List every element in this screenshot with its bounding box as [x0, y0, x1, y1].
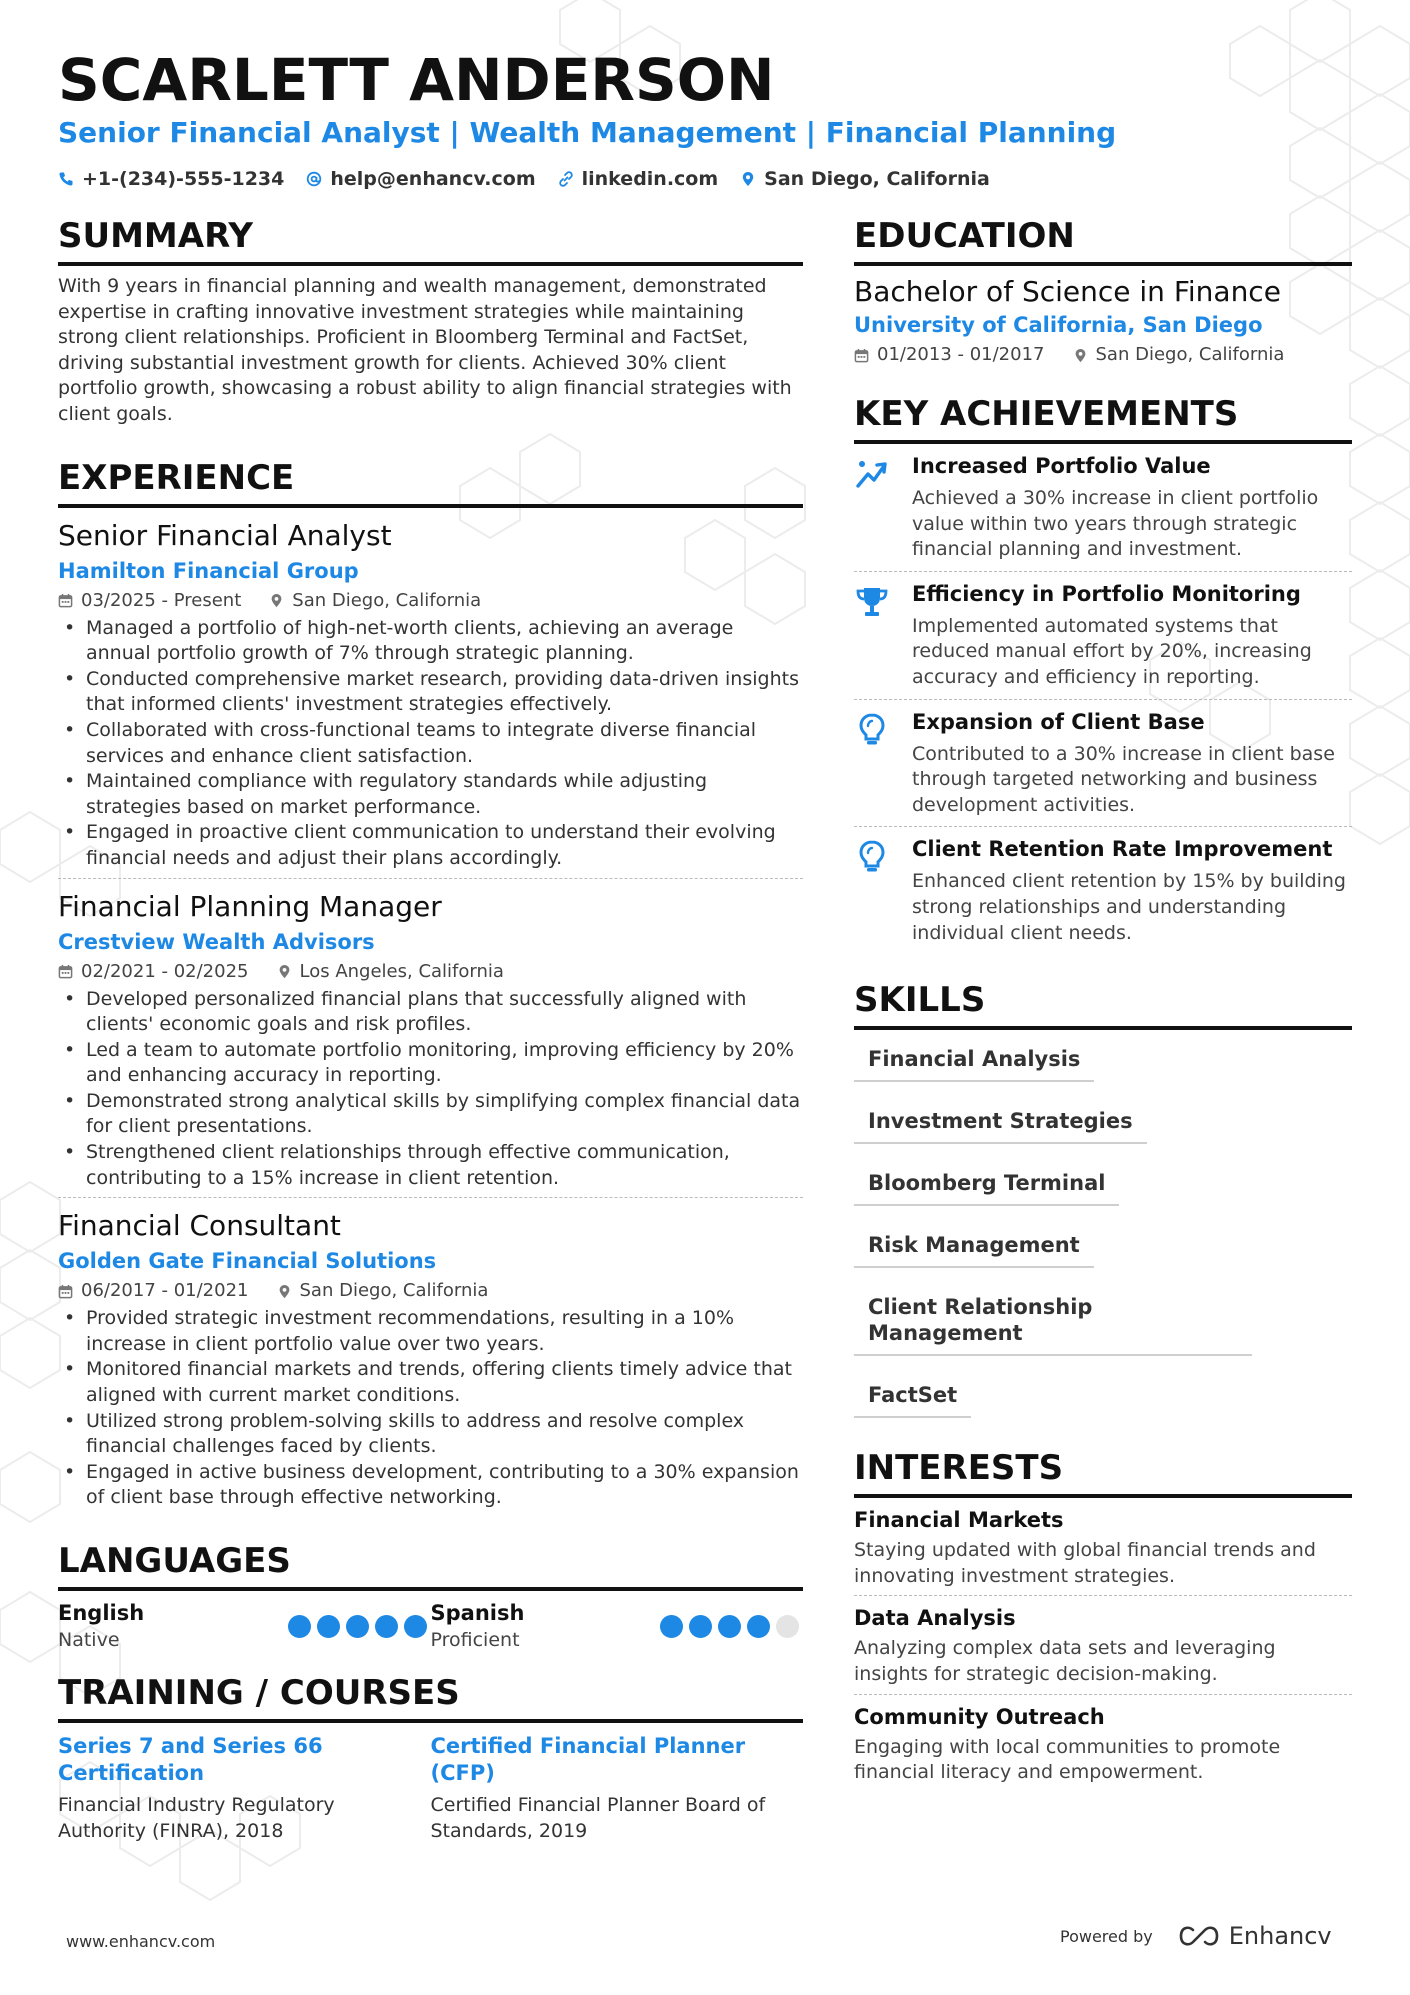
course-title: Series 7 and Series 66 Certification [58, 1734, 323, 1785]
bullet-item: • Managed a portfolio of high-net-worth clients, achieving an average annual portfolio growth of 7% through strategic planning. [58, 616, 803, 667]
interest-title: Financial Markets [854, 1508, 1064, 1533]
achievement-title: Expansion of Client Base [912, 709, 1205, 734]
rating-dot-filled [317, 1615, 340, 1638]
achievement-title: Efficiency in Portfolio Monitoring [912, 581, 1301, 606]
job-meta [58, 1278, 803, 1304]
bullet-item: • Strengthened client relationships through effective communication, contributing to a 15% increase in client retention. [58, 1140, 803, 1191]
job-dates [58, 588, 241, 614]
achievement-item [854, 444, 1352, 571]
rating-dot-empty [776, 1615, 799, 1638]
location-pin-icon [277, 964, 292, 979]
training-section [58, 1671, 803, 1844]
bullet-item: • Utilized strong problem-solving skills to address and resolve complex financial challenges faced by clients. [58, 1409, 803, 1460]
footer-website[interactable]: www.enhancv.com [66, 1932, 216, 1951]
candidate-name: SCARLETT ANDERSON [58, 46, 775, 114]
skill-tag: Bloomberg Terminal [854, 1166, 1119, 1206]
achievements-section [854, 392, 1352, 954]
skill-tag: Risk Management [854, 1228, 1094, 1268]
contact-email[interactable] [306, 168, 535, 190]
location-pin-icon [277, 1284, 292, 1299]
bullet-item: • Developed personalized financial plans that successfully aligned with clients' economic goals and risk profiles. [58, 987, 803, 1038]
footer-branding [1060, 1922, 1332, 1950]
languages-heading: LANGUAGES [58, 1539, 803, 1591]
experience-entry [58, 518, 803, 879]
location-pin-icon [740, 171, 756, 187]
skill-tag: Financial Analysis [854, 1042, 1094, 1082]
achievement-title: Client Retention Rate Improvement [912, 837, 1333, 862]
rating-dot-filled [375, 1615, 398, 1638]
rating-dot-filled [660, 1615, 683, 1638]
job-location-text: San Diego, California [292, 589, 482, 611]
calendar-icon [58, 964, 73, 979]
education-heading: EDUCATION [854, 214, 1352, 266]
company-name: Golden Gate Financial Solutions [58, 1249, 437, 1274]
language-rating [660, 1615, 799, 1638]
interest-title: Data Analysis [854, 1606, 1016, 1631]
bullet-item: • Collaborated with cross-functional teams to integrate diverse financial services and enhance client satisfaction. [58, 718, 803, 769]
location-pin-icon [269, 593, 284, 608]
email-text: help@enhancv.com [330, 168, 536, 190]
powered-by-text: Powered by [1060, 1926, 1153, 1946]
course-description: Certified Financial Planner Board of Standards, 2019 [430, 1794, 766, 1842]
language-name: English [58, 1601, 145, 1625]
achievements-heading: KEY ACHIEVEMENTS [854, 392, 1352, 444]
job-bullets [58, 1306, 803, 1511]
rating-dot-filled [346, 1615, 369, 1638]
language-level: Proficient [430, 1629, 520, 1651]
lightbulb-icon [854, 712, 890, 748]
job-location-text: San Diego, California [299, 1280, 489, 1302]
course-item [58, 1733, 431, 1844]
job-title: Financial Consultant [58, 1209, 341, 1243]
job-location [269, 588, 481, 614]
experience-entry [58, 1208, 803, 1511]
interests-section [854, 1446, 1352, 1786]
education-meta [854, 342, 1352, 368]
calendar-icon [58, 1284, 73, 1299]
interests-heading: INTERESTS [854, 1446, 1352, 1498]
course-description: Financial Industry Regulatory Authority (FINRA), 2018 [58, 1794, 335, 1842]
skill-tag: FactSet [854, 1378, 971, 1418]
training-heading: TRAINING / COURSES [58, 1671, 803, 1723]
job-bullets [58, 616, 803, 872]
degree: Bachelor of Science in Finance [854, 275, 1281, 308]
interest-description: Analyzing complex data sets and leveraging insights for strategic decision-making. [854, 1637, 1276, 1685]
at-sign-icon [306, 171, 322, 187]
lightbulb-icon [854, 839, 890, 875]
achievement-item [854, 827, 1352, 954]
language-rating [288, 1615, 427, 1638]
rating-dot-filled [689, 1615, 712, 1638]
job-dates [58, 959, 249, 985]
link-icon [558, 171, 574, 187]
languages-section [58, 1539, 803, 1653]
achievement-description: Enhanced client retention by 15% by building strong relationships and understanding individual client needs. [912, 870, 1346, 944]
experience-entry [58, 889, 803, 1199]
job-location-text: Los Angeles, California [299, 960, 504, 982]
bullet-item: • Engaged in proactive client communication to understand their evolving financial needs and adjust their plans accordingly. [58, 820, 803, 871]
divider [854, 1595, 1352, 1596]
divider [854, 1694, 1352, 1695]
trophy-icon [854, 584, 890, 620]
bullet-item: • Engaged in active business development, contributing to a 30% expansion of client base through effective networking. [58, 1460, 803, 1511]
summary-text: With 9 years in financial planning and wealth management, demonstrated expertise in crafting innovative investment strategies while maintaining strong client relationships. Proficient in Bloomberg Terminal and FactSet, driving substantial investment growth for clients. Achieved 30% client portfolio growth, showcasing a robust ability to align financial strategies with client goals. [58, 275, 792, 425]
achievement-item [854, 700, 1352, 827]
job-dates [58, 1278, 249, 1304]
language-item [431, 1599, 804, 1653]
course-item [431, 1733, 804, 1844]
contact-bar [58, 168, 990, 190]
education-section [854, 214, 1352, 368]
bullet-item: • Maintained compliance with regulatory standards while adjusting strategies based on market performance. [58, 769, 803, 820]
course-title: Certified Financial Planner (CFP) [430, 1734, 746, 1785]
divider [58, 878, 803, 879]
achievement-description: Implemented automated systems that reduced manual effort by 20%, increasing accuracy and efficiency in reporting. [912, 614, 1312, 688]
rating-dot-filled [718, 1615, 741, 1638]
rating-dot-filled [747, 1615, 770, 1638]
job-dates-text: 06/2017 - 01/2021 [81, 1280, 249, 1302]
divider [58, 1197, 803, 1198]
location-text: San Diego, California [764, 168, 990, 190]
bullet-item: • Led a team to automate portfolio monitoring, improving efficiency by 20% and enhancing accuracy in reporting. [58, 1038, 803, 1089]
interest-description: Staying updated with global financial trends and innovating investment strategies. [854, 1539, 1316, 1587]
skill-tag: Investment Strategies [854, 1104, 1147, 1144]
achievement-title: Increased Portfolio Value [912, 454, 1211, 478]
achievement-description: Achieved a 30% increase in client portfolio value within two years through strategic financial planning and investment. [912, 487, 1319, 561]
brand-logo[interactable] [1177, 1922, 1332, 1950]
job-location [277, 1278, 489, 1304]
calendar-icon [854, 348, 869, 363]
achievement-description: Contributed to a 30% increase in client base through targeted networking and business development activities. [912, 742, 1335, 816]
bullet-item: • Conducted comprehensive market research, providing data-driven insights that informed clients' investment strategies effectively. [58, 667, 803, 718]
summary-heading: SUMMARY [58, 214, 803, 266]
enhancv-logo-icon [1177, 1924, 1221, 1948]
skills-list [854, 1042, 1352, 1418]
right-column [854, 214, 1352, 1786]
language-level: Native [58, 1629, 120, 1651]
interest-title: Community Outreach [854, 1704, 1105, 1729]
contact-location [740, 168, 990, 190]
education-location [1073, 342, 1285, 368]
bullet-item: • Demonstrated strong analytical skills by simplifying complex financial data for client presentations. [58, 1089, 803, 1140]
education-dates [854, 342, 1045, 368]
job-dates-text: 02/2021 - 02/2025 [81, 960, 249, 982]
company-name: Hamilton Financial Group [58, 558, 359, 583]
bullet-item: • Monitored financial markets and trends, offering clients timely advice that aligned with current market conditions. [58, 1357, 803, 1408]
chart-arrow-icon [854, 456, 890, 492]
job-meta [58, 959, 803, 985]
contact-phone[interactable] [58, 168, 284, 190]
language-item [58, 1599, 431, 1653]
contact-linkedin[interactable] [558, 168, 719, 190]
experience-section [58, 456, 803, 1511]
brand-name: Enhancv [1228, 1922, 1332, 1950]
skills-section [854, 978, 1352, 1418]
languages-list [58, 1599, 803, 1653]
company-name: Crestview Wealth Advisors [58, 929, 375, 954]
phone-icon [58, 171, 74, 187]
left-column [58, 214, 803, 1844]
phone-text: +1-(234)-555-1234 [82, 168, 285, 190]
school-name: University of California, San Diego [854, 313, 1263, 337]
achievement-item [854, 572, 1352, 699]
courses-list [58, 1733, 803, 1844]
skills-heading: SKILLS [854, 978, 1352, 1030]
job-title: Senior Financial Analyst [58, 518, 392, 552]
calendar-icon [58, 593, 73, 608]
language-name: Spanish [430, 1601, 525, 1625]
job-dates-text: 03/2025 - Present [81, 589, 242, 611]
rating-dot-filled [288, 1615, 311, 1638]
linkedin-text: linkedin.com [581, 168, 719, 190]
education-dates-text: 01/2013 - 01/2017 [877, 344, 1045, 365]
bullet-item: • Provided strategic investment recommendations, resulting in a 10% increase in client portfolio value over two years. [58, 1306, 803, 1357]
job-title: Financial Planning Manager [58, 889, 442, 923]
experience-heading: EXPERIENCE [58, 456, 803, 508]
headline: Senior Financial Analyst | Wealth Management | Financial Planning [58, 116, 1117, 149]
rating-dot-filled [404, 1615, 427, 1638]
interest-description: Engaging with local communities to promote financial literacy and empowerment. [854, 1735, 1281, 1784]
education-location-text: San Diego, California [1095, 344, 1285, 365]
summary-section [58, 214, 803, 428]
job-meta [58, 588, 803, 614]
skill-tag: Client Relationship Management [854, 1290, 1252, 1356]
location-pin-icon [1073, 348, 1088, 363]
job-location [277, 959, 504, 985]
job-bullets [58, 987, 803, 1192]
